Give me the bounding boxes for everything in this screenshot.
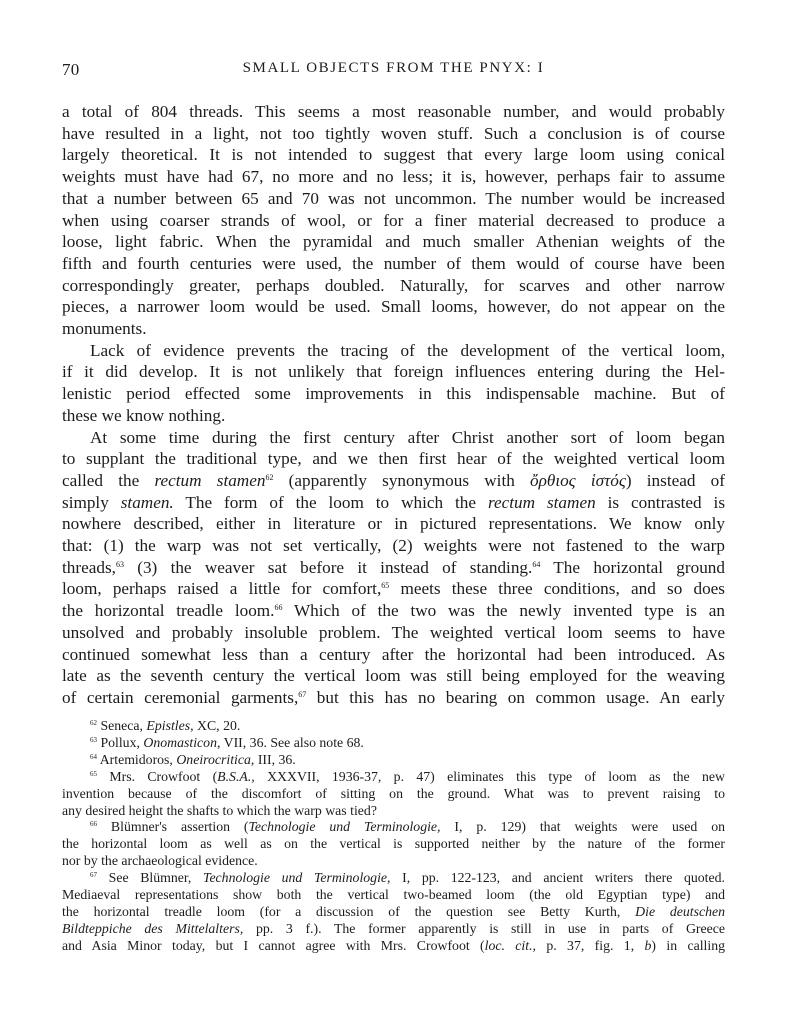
footnote-number: 63 <box>90 735 97 744</box>
footnote-line <box>62 938 725 955</box>
footnote-text: and Asia Minor today, but I cannot agree with Mrs. Crowfoot ( <box>62 937 485 953</box>
footnote-ref[interactable]: 64 <box>532 559 541 569</box>
text-run: Which of the two was the newly invented type is an <box>282 601 725 621</box>
footnote-text: Blümner's assertion ( <box>97 819 249 835</box>
text-line: Lack of evidence prevents the tracing of the development of the vertical loom, <box>90 340 725 360</box>
text-line: monuments. <box>62 319 147 339</box>
footnote-title: Technologie und Terminologie, <box>248 819 441 835</box>
footnotes <box>62 718 725 955</box>
footnote-text: pp. 3 f.). The former apparently is still in use in parts of Greece <box>243 920 726 936</box>
text-run: but this has no bearing on common usage. An early <box>306 687 726 707</box>
text-line <box>62 470 725 492</box>
text-run: The form of the loom to which the <box>173 492 488 512</box>
paragraph-3 <box>62 427 725 709</box>
footnote-ref[interactable]: 63 <box>115 559 124 569</box>
footnote-line: nor by the archaeological evidence. <box>62 853 258 869</box>
paragraph-2 <box>62 340 725 427</box>
text-line: late as the seventh century the vertical loom was still being employed for the weaving <box>62 666 725 686</box>
text-run: called the <box>62 470 155 490</box>
footnote-title: Technologie und Terminologie, <box>203 870 391 886</box>
text-line: weights must have had 67, no more and no less; it is, however, perhaps fair to assume <box>62 167 725 187</box>
text-line: have resulted in a light, not too tightly woven stuff. Such a conclusion is of course <box>62 123 725 143</box>
footnote-text: VII, 36. See also note 68. <box>220 734 364 750</box>
footnote-line: any desired height the shafts to which the warp was tied? <box>62 802 377 818</box>
footnote-line <box>62 904 725 921</box>
footnote-title: loc. cit., <box>484 937 536 953</box>
text-line <box>62 687 725 709</box>
text-run: loom, perhaps raised a little for comfort, <box>62 579 382 599</box>
italic-term: rectum stamen <box>487 492 596 512</box>
text-line: pieces, a narrower loom would be used. Small looms, however, do not appear on the <box>62 297 725 317</box>
text-run: ) instead of <box>625 470 725 490</box>
text-run: threads, <box>62 557 116 577</box>
footnote-62 <box>62 718 725 735</box>
footnote-line: Mediaeval representations show both the vertical two-beamed loom (the old Egyptian type) and <box>62 887 725 903</box>
footnote-63 <box>62 735 725 752</box>
footnote-title: Oneirocritica, <box>176 751 255 767</box>
text-line: largely theoretical. It is not intended to suggest that every large loom using conical <box>62 145 725 165</box>
text-line <box>62 578 725 600</box>
footnote-text: ) in calling <box>651 937 726 953</box>
footnote-67 <box>62 870 725 887</box>
text-line: loose, light fabric. When the pyramidal and much smaller Athenian weights of the <box>62 232 725 252</box>
italic-term: stamen. <box>120 492 174 512</box>
footnote-title: b <box>644 937 652 953</box>
footnote-line <box>62 921 725 938</box>
running-title: SMALL OBJECTS FROM THE PNYX: I <box>242 60 545 76</box>
footnote-ref[interactable]: 62 <box>265 472 274 482</box>
text-line: fifth and fourth centuries were used, the number of them would of course have been <box>62 253 725 273</box>
footnote-number: 64 <box>90 752 97 761</box>
text-line: these we know nothing. <box>62 405 226 425</box>
text-run: meets these three conditions, and so does <box>389 579 725 599</box>
page-header <box>62 60 725 84</box>
footnote-text: Artemidoros, <box>97 751 177 767</box>
footnote-title: Epistles, <box>146 718 194 733</box>
footnote-text: I, pp. 122-123, and ancient writers there quoted. <box>390 870 725 886</box>
text-line: if it did develop. It is not unlikely that foreign influences entering during the Hel- <box>62 362 725 382</box>
text-run: of certain ceremonial garments, <box>62 687 299 707</box>
footnote-text: the horizontal treadle loom (for a discussion of the question see Betty Kurth, <box>62 903 636 919</box>
text-line: nowhere described, either in literature or in pictured representations. We know only <box>62 514 725 534</box>
footnote-text: I, p. 129) that weights were used on <box>440 819 726 835</box>
text-line <box>62 492 725 514</box>
footnote-line: invention because of the discomfort of sitting on the ground. What was to prevent raising to <box>62 785 725 801</box>
text-line: continued somewhat less than a century after the horizontal had been introduced. As <box>62 644 725 664</box>
text-run: (apparently synonymous with <box>273 470 531 490</box>
text-line <box>62 600 725 622</box>
body-text <box>62 101 725 709</box>
greek-term: ὄρθιος ἱστός <box>530 470 626 490</box>
footnote-number: 65 <box>90 769 97 778</box>
text-run: is contrasted is <box>595 492 726 512</box>
text-line: when using coarser strands of wool, or for a finer material decreased to produce a <box>62 210 725 230</box>
footnote-title: Bildteppiche des Mittelalters, <box>62 920 244 936</box>
footnote-65 <box>62 769 725 786</box>
footnote-ref[interactable]: 65 <box>381 581 390 591</box>
text-line: correspondingly greater, perhaps doubled. Naturally, for scarves and other narrow <box>62 275 725 295</box>
text-line: a total of 804 threads. This seems a most reasonable number, and would probably <box>62 102 725 121</box>
text-run: (3) the weaver sat before it instead of standing. <box>123 557 533 577</box>
text-run: The horizontal ground <box>540 557 725 577</box>
footnote-text: III, 36. <box>254 751 296 767</box>
footnote-number: 62 <box>90 719 97 727</box>
footnote-title: B.S.A., <box>217 768 255 784</box>
footnote-number: 66 <box>90 820 97 829</box>
footnote-line: the horizontal loom as well as on the vertical is supported neither by the nature of the former <box>62 836 725 852</box>
text-line <box>62 557 725 579</box>
footnote-text: XC, 20. <box>193 718 241 733</box>
text-line: that a number between 65 and 70 was not uncommon. The number would be increased <box>62 188 725 208</box>
footnote-text: Seneca, <box>97 718 147 733</box>
footnote-ref[interactable]: 67 <box>298 689 307 699</box>
italic-term: rectum stamen <box>154 470 266 490</box>
footnote-title: Onomasticon, <box>143 734 221 750</box>
text-line: At some time during the first century after Christ another sort of loom began <box>90 427 725 447</box>
text-run: simply <box>62 492 121 512</box>
text-line: lenistic period effected some improvements in this indispensable machine. But of <box>62 384 725 404</box>
text-line: unsolved and probably insoluble problem. The weighted vertical loom seems to have <box>62 622 725 642</box>
footnote-text: XXXVII, 1936-37, p. 47) eliminates this type of loom as the new <box>254 768 725 784</box>
footnote-text: Mrs. Crowfoot ( <box>97 768 218 784</box>
footnote-title: Die deutschen <box>635 903 725 919</box>
page-number: 70 <box>62 60 80 79</box>
paragraph-1 <box>62 101 725 340</box>
text-line: to supplant the traditional type, and we then first hear of the weighted vertical loom <box>62 449 725 469</box>
footnote-number: 67 <box>90 871 97 880</box>
text-run: the horizontal treadle loom. <box>62 601 275 621</box>
text-line: that: (1) the warp was not set vertically, (2) weights were not fastened to the warp <box>62 536 725 556</box>
footnote-text: p. 37, fig. 1, <box>536 937 645 953</box>
footnote-66 <box>62 819 725 836</box>
footnote-text: See Blümner, <box>97 870 204 886</box>
footnote-ref[interactable]: 66 <box>274 603 283 613</box>
footnote-text: Pollux, <box>97 734 144 750</box>
footnote-64 <box>62 752 725 769</box>
